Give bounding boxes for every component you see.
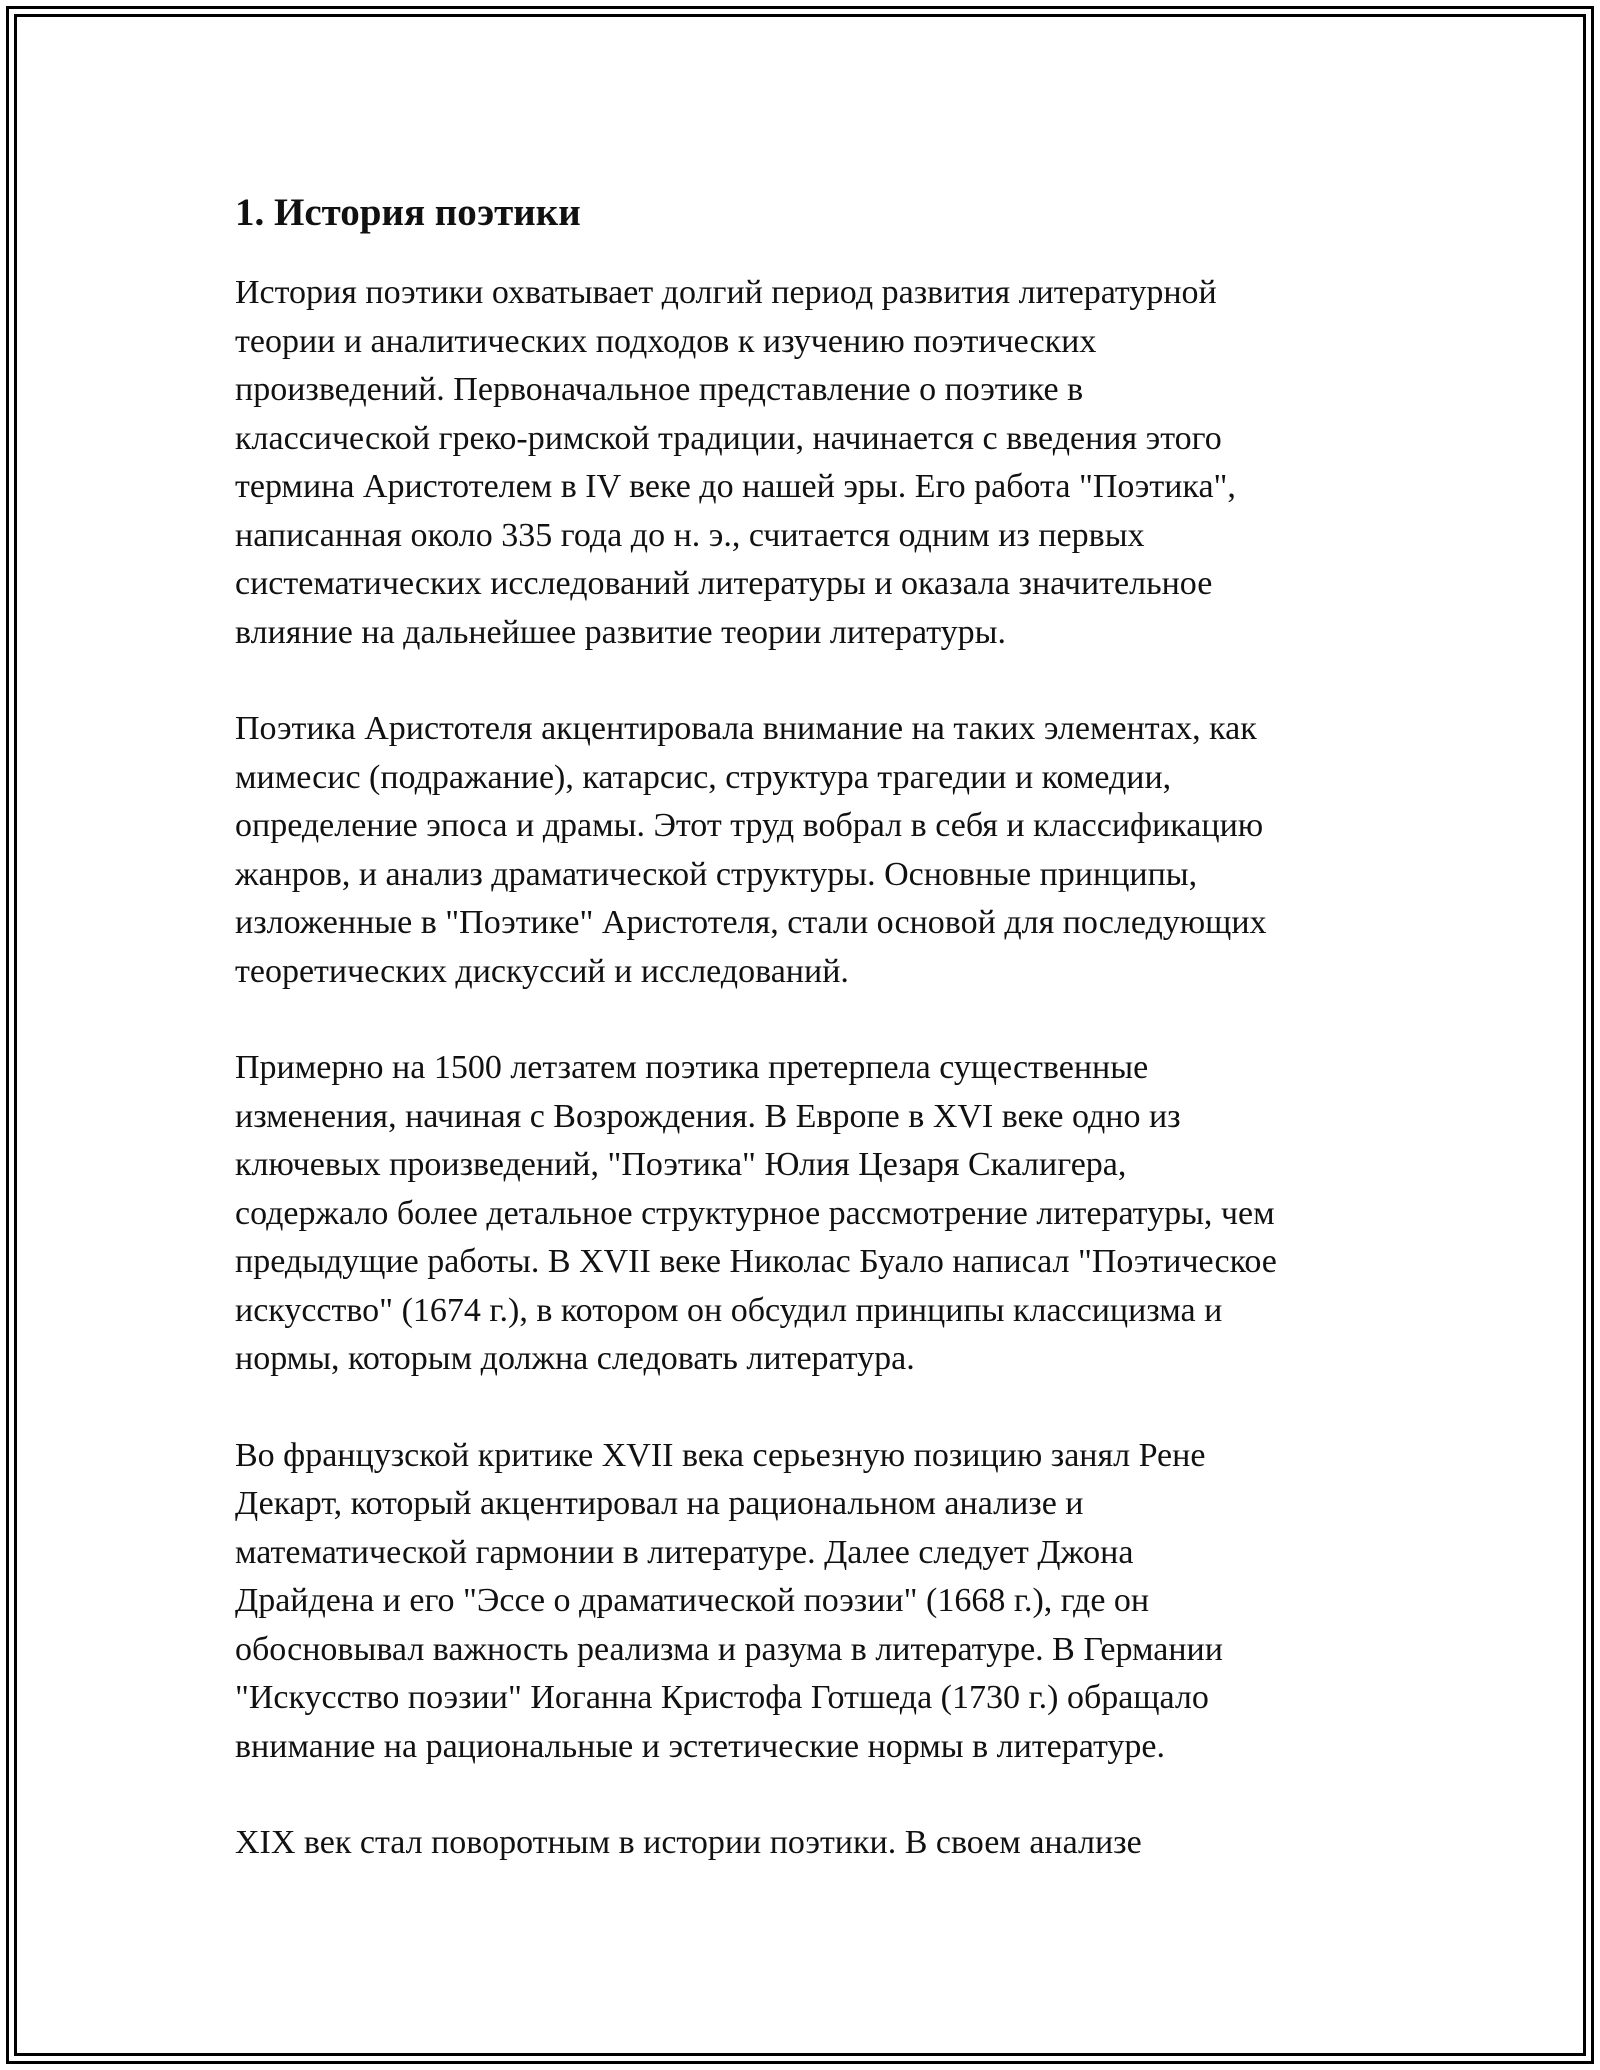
text-line: определение эпоса и драмы. Этот труд вобрал в себя и классификацию xyxy=(235,807,1264,844)
document-body xyxy=(235,185,1385,1916)
text-line: классической греко-римской традиции, начинается с введения этого xyxy=(235,419,1222,457)
text-line: жанров, и анализ драматической структуры. Основные принципы, xyxy=(235,855,1198,893)
text-line: ключевых произведений, "Поэтика" Юлия Цезаря Скалигера, xyxy=(235,1146,1127,1183)
text-line: теории и аналитических подходов к изучению поэтических xyxy=(235,322,1097,360)
text-line: История поэтики охватывает долгий период развития литературной xyxy=(235,274,1217,311)
text-line: произведений. Первоначальное представление о поэтике в xyxy=(235,371,1084,408)
text-line: изложенные в "Поэтике" Аристотеля, стали основой для последующих xyxy=(235,904,1267,941)
text-line: систематических исследований литературы и оказала значительное xyxy=(235,565,1213,602)
text-line: "Искусство поэзии" Иоганна Кристофа Готшеда (1730 г.) обращало xyxy=(235,1679,1209,1716)
text-line: XIX век стал поворотным в истории поэтики. В своем анализе xyxy=(235,1824,1142,1861)
text-line: теоретических дискуссий и исследований. xyxy=(235,952,849,990)
text-line: влияние на дальнейшее развитие теории литературы. xyxy=(235,613,1007,651)
text-line: написанная около 335 года до н. э., считается одним из первых xyxy=(235,516,1145,554)
text-line: Драйдена и его "Эссе о драматической поэзии" (1668 г.), где он xyxy=(235,1582,1150,1619)
text-line: обосновывал важность реализма и разума в литературе. В Германии xyxy=(235,1630,1223,1668)
text-line: предыдущие работы. В XVII веке Николас Буало написал "Поэтическое xyxy=(235,1243,1277,1280)
paragraph xyxy=(235,1432,1385,1772)
section-heading: 1. История поэтики xyxy=(235,191,581,234)
text-line: Во французской критике XVII века серьезную позицию занял Рене xyxy=(235,1436,1206,1474)
text-line: Поэтика Аристотеля акцентировала внимание на таких элементах, как xyxy=(235,710,1257,747)
text-line: Примерно на 1500 летзатем поэтика претерпела существенные xyxy=(235,1049,1149,1086)
text-line: искусство" (1674 г.), в котором он обсудил принципы классицизма и xyxy=(235,1291,1223,1329)
text-line: нормы, которым должна следовать литература. xyxy=(235,1340,915,1377)
text-line: внимание на рациональные и эстетические нормы в литературе. xyxy=(235,1727,1165,1765)
text-line: математической гармонии в литературе. Далее следует Джона xyxy=(235,1533,1134,1571)
paragraph xyxy=(235,269,1385,657)
paragraph xyxy=(235,705,1385,996)
text-line: термина Аристотелем в IV веке до нашей эры. Его работа "Поэтика", xyxy=(235,468,1236,505)
text-line: изменения, начиная с Возрождения. В Европе в XVI веке одно из xyxy=(235,1097,1181,1135)
text-line: Декарт, который акцентировал на рациональном анализе и xyxy=(235,1485,1084,1522)
text-line: содержало более детальное структурное рассмотрение литературы, чем xyxy=(235,1194,1275,1232)
text-line: мимесис (подражание), катарсис, структура трагедии и комедии, xyxy=(235,758,1172,796)
paragraph xyxy=(235,1044,1385,1384)
paragraph xyxy=(235,1819,1385,1868)
